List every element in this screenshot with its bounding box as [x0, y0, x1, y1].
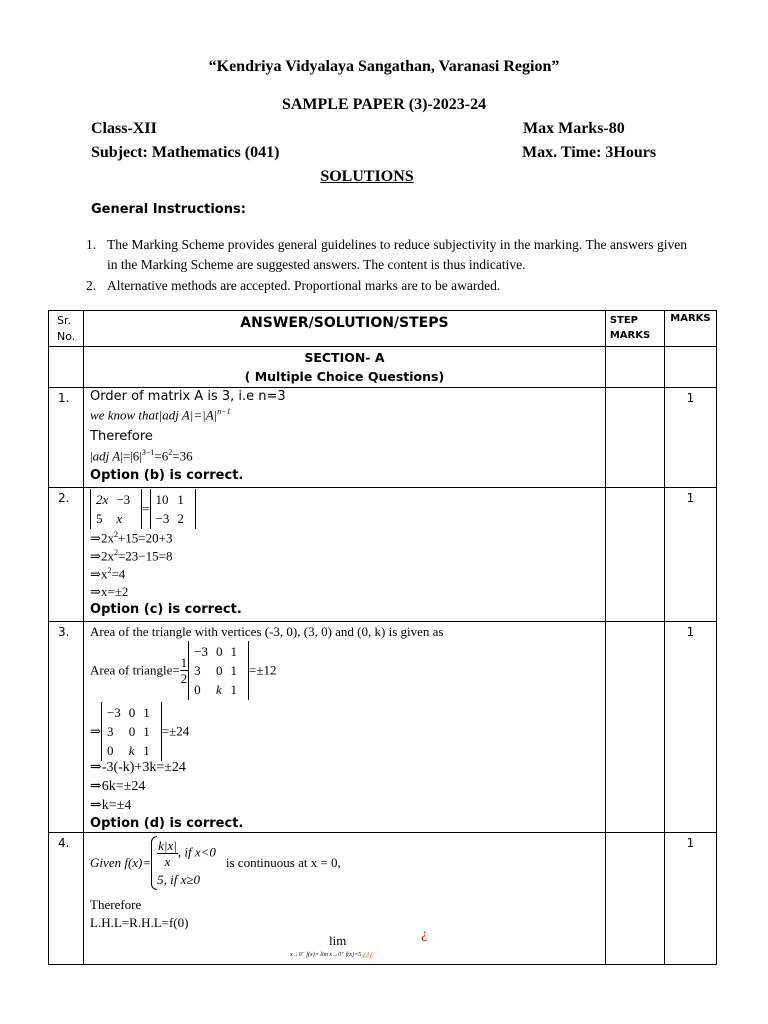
table-row	[49, 622, 717, 833]
marks-value: 1	[664, 488, 716, 622]
answer-line: $\Rightarrow x^2=4$	[90, 566, 126, 582]
area-equation: Area of triangle= $\frac{1}{2}$ −3 0 1 3 0 1 0 k 1 =±12	[90, 641, 276, 700]
determinant: 10 1 −3 2	[150, 489, 196, 529]
answer-line: we know that|adj $A|=|A|^{n-1}$	[90, 407, 231, 423]
answer-line: Area of the triangle with vertices (-3, 0), (3, 0) and (0, k) is given as	[90, 624, 444, 639]
limit-text: lim	[329, 933, 347, 948]
table-row	[49, 833, 717, 965]
answer-line: Order of matrix A is 3, i.e n=3	[90, 389, 286, 404]
answer-line: ⇒6k=±24	[90, 779, 146, 794]
answer-cell	[84, 833, 606, 965]
paper-title: SAMPLE PAPER (3)-2023-24	[281, 96, 487, 113]
determinant-equation: 2x −3 5 x = 10 1 −3 2	[90, 489, 196, 529]
max-time-label: Max. Time: 3Hours	[522, 144, 657, 161]
table-header-row	[49, 311, 717, 347]
answer-line: $\Rightarrow 2x^2=23-15=8$	[90, 548, 173, 564]
glyph-mark: ¿	[421, 927, 428, 942]
question-number: 2.	[49, 488, 84, 622]
header-answer: ANSWER/SOLUTION/STEPS	[84, 311, 606, 347]
limit-subscript: x→0⁻ f(x)= lim x→0⁺ f(x)=5 ¿¿¿	[290, 950, 374, 958]
answer-line: Therefore	[90, 429, 153, 444]
answer-line: L.H.L=R.H.L=f(0)	[90, 915, 189, 930]
section-heading	[84, 347, 606, 388]
fraction: $\frac{1}{2}$	[180, 655, 188, 686]
determinant: −3 0 1 3 0 1 0 k 1	[101, 702, 162, 761]
answer-option: Option (b) is correct.	[90, 468, 244, 483]
marks-value: 1	[664, 388, 716, 488]
answer-cell	[84, 388, 606, 488]
answer-line: ⇒k=±4	[90, 798, 132, 813]
section-row	[49, 347, 717, 388]
table-row	[49, 388, 717, 488]
answer-line: Therefore	[90, 897, 142, 912]
max-marks-label: Max Marks-80	[523, 120, 625, 137]
solutions-table	[48, 310, 717, 965]
organization-title: “Kendriya Vidyalaya Sangathan, Varanasi Region”	[208, 58, 560, 75]
question-number: 4.	[49, 833, 84, 965]
answer-line: ⇒x=±2	[90, 584, 129, 599]
solutions-heading: SOLUTIONS	[320, 168, 414, 185]
answer-line: $\Rightarrow 2x^2+15=20+3$	[90, 530, 173, 546]
question-number: 1.	[49, 388, 84, 488]
instruction-number: 1.	[86, 237, 97, 252]
answer-line: ⇒-3(-k)+3k=±24	[90, 760, 186, 775]
instruction-item-1	[86, 235, 686, 275]
instruction-text: The Marking Scheme provides general guidelines to reduce subjectivity in the marking. The answers given in the Marking Scheme are suggested answers. The content is thus indicative.	[107, 237, 687, 272]
answer-cell	[84, 488, 606, 622]
marks-value: 1	[664, 833, 716, 965]
instruction-number: 2.	[86, 278, 97, 293]
header-step-marks: STEP MARKS	[605, 311, 664, 347]
answer-line: |adj $A|=|6|^{3-1}=6^2=36$	[90, 448, 193, 464]
answer-cell	[84, 622, 606, 833]
answer-option: Option (c) is correct.	[90, 602, 242, 617]
determinant: 2x −3 5 x	[90, 489, 142, 529]
instruction-item-2	[86, 276, 686, 296]
subject-label: Subject: Mathematics (041)	[91, 144, 280, 161]
section-title: SECTION- A	[304, 350, 385, 365]
answer-option: Option (d) is correct.	[90, 816, 244, 831]
instruction-text: Alternative methods are accepted. Proportional marks are to be awarded.	[107, 278, 501, 293]
class-label: Class-XII	[91, 120, 157, 137]
header-sr-no: Sr. No.	[49, 311, 84, 347]
header-marks: MARKS	[664, 311, 716, 347]
marks-value: 1	[664, 622, 716, 833]
determinant-equation: ⇒ −3 0 1 3 0 1 0 k 1 =±24	[90, 702, 189, 761]
piecewise-function: Given f(x)= $\frac{k|x|}{x}$ , if x<0 5, if x≥0 is continuous at x = 0,	[90, 836, 341, 890]
question-number: 3.	[49, 622, 84, 833]
table-row	[49, 488, 717, 622]
section-subtitle: ( Multiple Choice Questions)	[244, 369, 445, 384]
determinant: −3 0 1 3 0 1 0 k 1	[188, 641, 249, 700]
instructions-title: General Instructions:	[91, 202, 246, 217]
